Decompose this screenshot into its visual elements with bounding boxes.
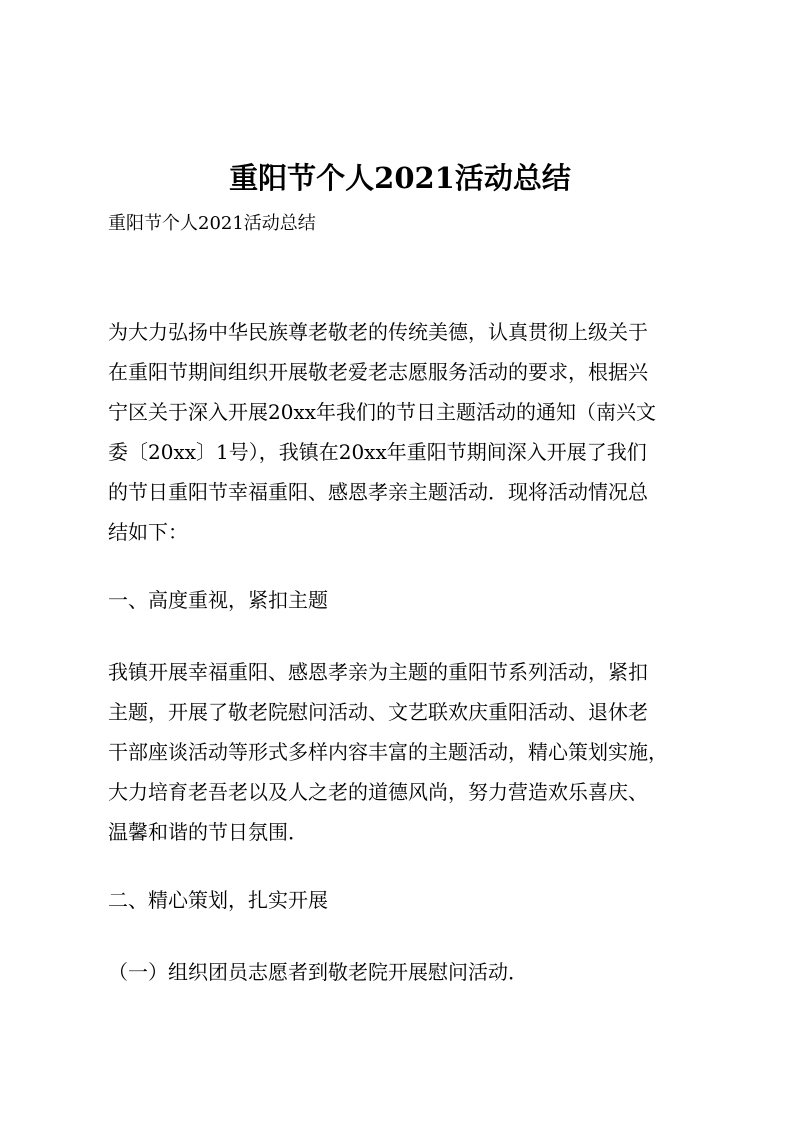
section-heading-2: 二、精心策划，扎实开展 (108, 888, 328, 912)
intro-line: 为大力弘扬中华民族尊老敬老的传统美德，认真贯彻上级关于 (108, 320, 648, 344)
intro-line: 委〔20xx〕1号），我镇在20xx年重阳节期间深入开展了我们 (108, 440, 647, 464)
document-title: 重阳节个人2021活动总结 (229, 161, 571, 195)
document-subtitle: 重阳节个人2021活动总结 (108, 213, 316, 234)
intro-line: 的节日重阳节幸福重阳、感恩孝亲主题活动．现将活动情况总 (108, 480, 648, 504)
intro-line: 宁区关于深入开展20xx年我们的节日主题活动的通知（南兴文 (108, 400, 657, 424)
section1-line: 主题，开展了敬老院慰问活动、文艺联欢庆重阳活动、退休老 (108, 700, 648, 724)
section1-line: 大力培育老吾老以及人之老的道德风尚，努力营造欢乐喜庆、 (108, 780, 648, 804)
section1-line: 干部座谈活动等形式多样内容丰富的主题活动，精心策划实施， (108, 740, 668, 764)
section-heading-1: 一、高度重视，紧扣主题 (108, 588, 328, 612)
section1-line: 温馨和谐的节日氛围． (108, 820, 308, 844)
intro-line: 在重阳节期间组织开展敬老爱老志愿服务活动的要求，根据兴 (108, 360, 648, 384)
section1-line: 我镇开展幸福重阳、感恩孝亲为主题的重阳节系列活动，紧扣 (108, 660, 648, 684)
intro-line: 结如下： (108, 520, 188, 544)
subsection-heading-1: （一）组织团员志愿者到敬老院开展慰问活动． (108, 960, 528, 984)
